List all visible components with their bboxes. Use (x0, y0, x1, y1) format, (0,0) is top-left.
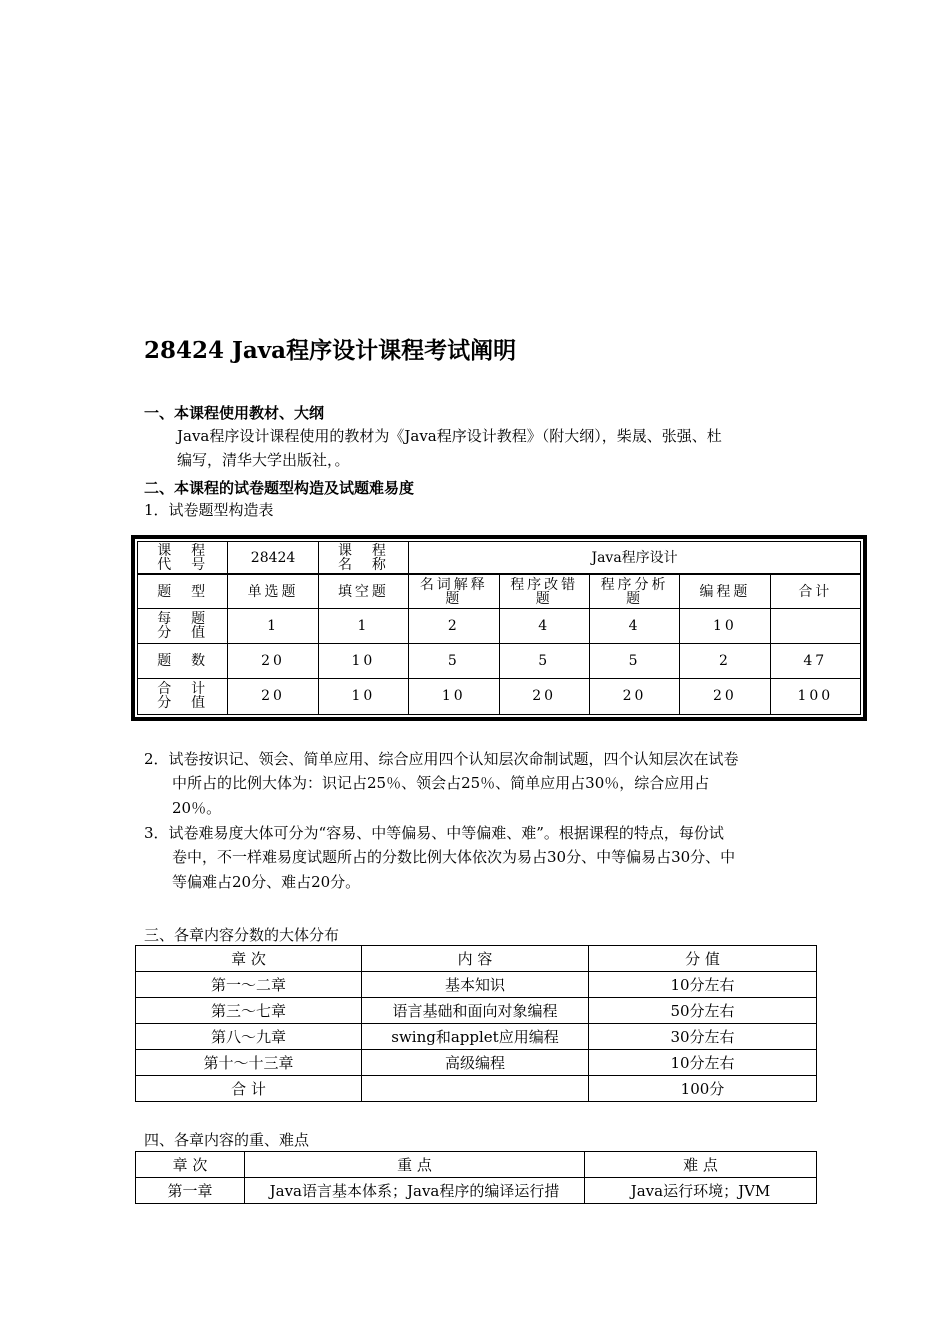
score-label-line-2: 分 值 (157, 625, 209, 642)
table-header-row (136, 946, 817, 972)
chapter-cell: 第八～九章 (136, 1024, 362, 1050)
key-points-table (135, 1151, 817, 1204)
type-label: 题 型 (138, 574, 228, 609)
header-key-points: 重 点 (245, 1152, 585, 1178)
count-label: 题 数 (138, 644, 228, 679)
type-programming (680, 574, 770, 609)
score-cell: 4 (499, 609, 589, 644)
item-2-line-2: 中所占的比例大体为：识记占25％、领会占25％、简单应用占30％，综合应用占 (172, 774, 710, 792)
exam-structure-table (137, 541, 861, 715)
score-cell: 10 (680, 609, 770, 644)
total-label-cell (138, 678, 228, 714)
document-title: 28424 Java程序设计课程考试阐明 (144, 337, 517, 364)
course-code-value: 28424 (228, 542, 318, 575)
section-1-text-line-1: Java程序设计课程使用的教材为《Java程序设计教程》（附大纲），柴晟、张强、杜 (177, 427, 722, 445)
score-cell: 100分 (589, 1076, 817, 1102)
type-program-correction (499, 574, 589, 609)
score-cell (770, 609, 860, 644)
section-3-heading: 三、各章内容分数的大体分布 (144, 926, 340, 944)
content-cell: 基本知识 (362, 972, 589, 998)
difficult-points-cell: Java运行环境；JVM (585, 1178, 817, 1204)
chapter-cell: 第三～七章 (136, 998, 362, 1024)
content-cell (362, 1076, 589, 1102)
course-code-label-line-1: 课 程 (157, 542, 209, 559)
section-4-heading: 四、各章内容的重、难点 (144, 1131, 310, 1149)
chapter-cell: 第一～二章 (136, 972, 362, 998)
total-cell: 20 (680, 678, 770, 714)
type-total-text: 合计 (798, 583, 833, 600)
count-cell: 5 (589, 644, 679, 679)
type-program-analysis-line-1: 程序分析 (600, 576, 669, 593)
table-header-row (136, 1152, 817, 1178)
key-points-cell: Java语言基本体系；Java程序的编译运行措 (245, 1178, 585, 1204)
header-score: 分 值 (589, 946, 817, 972)
course-code-label-cell (138, 542, 228, 575)
score-cell: 4 (589, 609, 679, 644)
total-label-line-1: 合 计 (157, 681, 209, 698)
course-name-label-cell (318, 542, 408, 575)
count-cell: 5 (409, 644, 499, 679)
section-1-text-line-2: 编写，清华大学出版社，。 (177, 451, 350, 469)
score-cell: 50分左右 (589, 998, 817, 1024)
table-row (136, 1178, 817, 1204)
score-label-cell (138, 609, 228, 644)
total-cell: 20 (589, 678, 679, 714)
content-cell: swing和applet应用编程 (362, 1024, 589, 1050)
header-content: 内 容 (362, 946, 589, 972)
header-chapter: 章 次 (136, 946, 362, 972)
total-cell: 20 (228, 678, 318, 714)
total-cell: 10 (409, 678, 499, 714)
count-cell: 20 (228, 644, 318, 679)
content-cell: 语言基础和面向对象编程 (362, 998, 589, 1024)
type-term-explanation (409, 574, 499, 609)
type-single-choice (228, 574, 318, 609)
score-label-line-1: 每 题 (157, 611, 209, 628)
table-row (136, 1050, 817, 1076)
chapter-score-table (135, 945, 817, 1102)
score-cell: 2 (409, 609, 499, 644)
type-fill-blank (318, 574, 408, 609)
table-row (136, 1076, 817, 1102)
total-cell: 10 (318, 678, 408, 714)
chapter-cell: 第十～十三章 (136, 1050, 362, 1076)
type-program-analysis (589, 574, 679, 609)
table-row (136, 998, 817, 1024)
count-cell: 47 (770, 644, 860, 679)
total-cell: 20 (499, 678, 589, 714)
chapter-cell: 合 计 (136, 1076, 362, 1102)
type-program-analysis-line-2: 题 (626, 590, 644, 607)
type-term-explanation-line-1: 名词解释 (419, 576, 488, 593)
score-cell: 10分左右 (589, 972, 817, 998)
exam-structure-table-frame (131, 535, 867, 721)
type-program-correction-line-2: 题 (535, 590, 553, 607)
header-chapter: 章 次 (136, 1152, 245, 1178)
course-code-label-line-2: 代 号 (157, 556, 209, 573)
score-cell: 30分左右 (589, 1024, 817, 1050)
chapter-cell: 第一章 (136, 1178, 245, 1204)
total-label-line-2: 分 值 (157, 695, 209, 712)
type-total (770, 574, 860, 609)
total-cell: 100 (770, 678, 860, 714)
course-name-value: Java程序设计 (409, 542, 861, 575)
type-term-explanation-line-2: 题 (445, 590, 463, 607)
table-row (136, 1024, 817, 1050)
item-3-line-3: 等偏难占20分、难占20分。 (172, 873, 361, 891)
section-2-heading: 二、本课程的试卷题型构造及试题难易度 (144, 479, 415, 497)
content-cell: 高级编程 (362, 1050, 589, 1076)
score-cell: 1 (228, 609, 318, 644)
count-cell: 10 (318, 644, 408, 679)
section-1-heading: 一、本课程使用教材、大纲 (144, 404, 325, 422)
type-single-choice-text: 单选题 (247, 583, 299, 600)
item-1-label: 1．试卷题型构造表 (144, 501, 274, 519)
score-cell: 10分左右 (589, 1050, 817, 1076)
course-name-label-line-2: 名 称 (337, 556, 389, 573)
count-cell: 2 (680, 644, 770, 679)
item-2-line-1: 2．试卷按识记、领会、简单应用、综合应用四个认知层次命制试题，四个认知层次在试卷 (144, 750, 739, 768)
item-3-line-2: 卷中，不一样难易度试题所占的分数比例大体依次为易占30分、中等偏易占30分、中 (172, 848, 736, 866)
item-3-line-1: 3．试卷难易度大体可分为“容易、中等偏易、中等偏难、难”。根据课程的特点，每份试 (144, 824, 724, 842)
type-program-correction-line-1: 程序改错 (510, 576, 579, 593)
header-difficult-points: 难 点 (585, 1152, 817, 1178)
course-name-label-line-1: 课 程 (337, 542, 389, 559)
score-cell: 1 (318, 609, 408, 644)
type-programming-text: 编程题 (699, 583, 751, 600)
type-fill-blank-text: 填空题 (337, 583, 389, 600)
item-2-line-3: 20％。 (172, 799, 222, 817)
count-cell: 5 (499, 644, 589, 679)
table-row (136, 972, 817, 998)
